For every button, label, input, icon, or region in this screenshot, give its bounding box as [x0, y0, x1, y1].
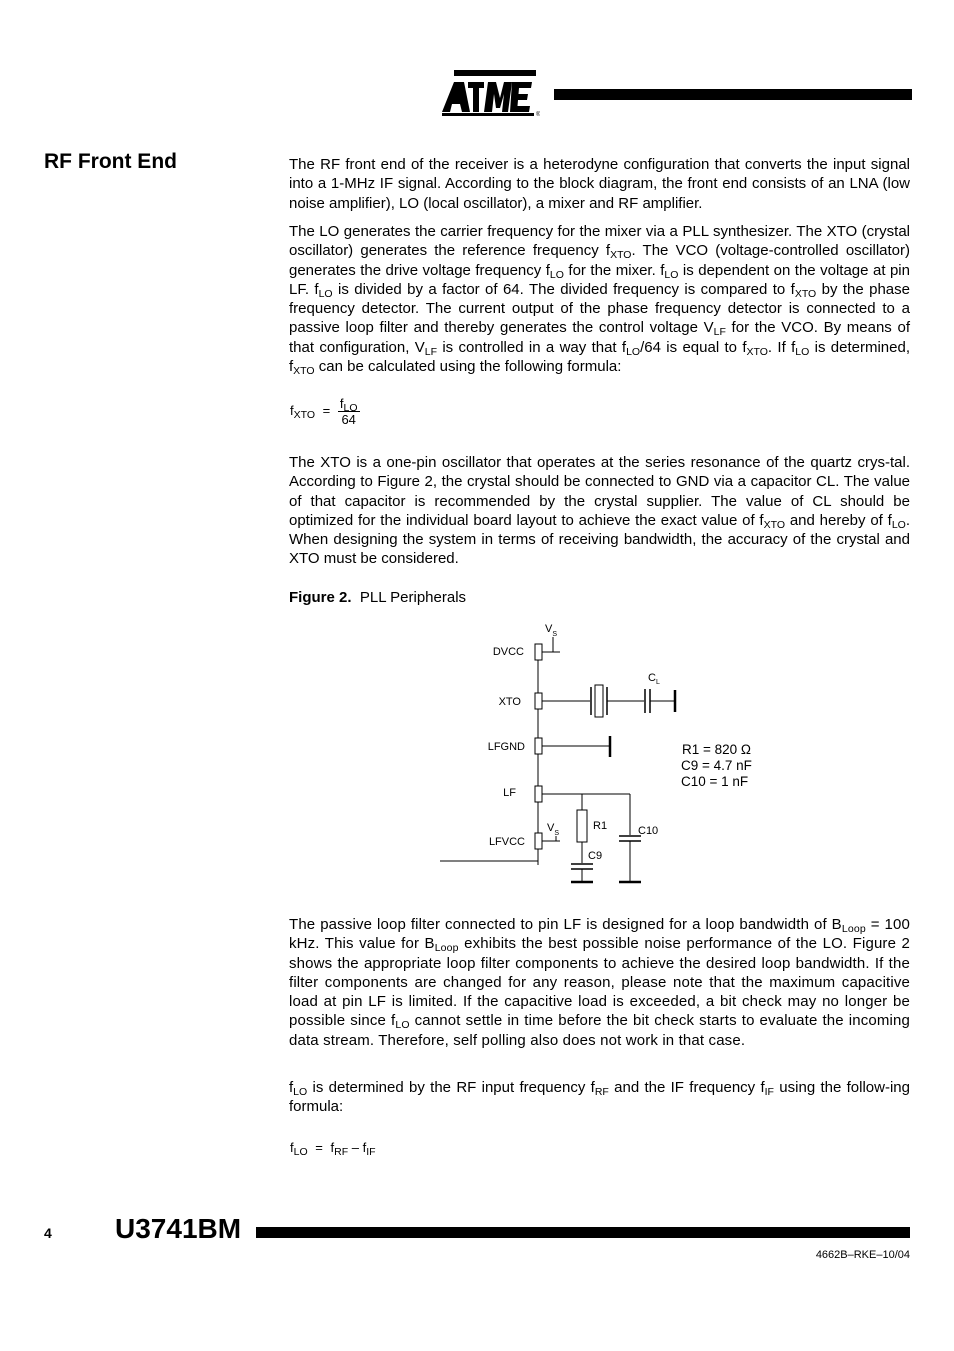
- paragraph-text: $f_{LO}$ is determined by the RF input frequency $f_{RF}$ and the IF frequency $f_{IF}$ using the follow-ing formula:: [289, 1079, 910, 1116]
- paragraph-lo: [289, 222, 910, 376]
- c9-label: C9: [588, 850, 603, 862]
- product-name: U3741BM: [115, 1213, 242, 1244]
- paragraph-xto: [289, 453, 910, 569]
- pin-dvcc: DVCC: [492, 646, 524, 658]
- formula-flo: $f_{LO} = f_{RF} - f_{IF}$: [290, 1140, 376, 1158]
- figure-caption: [289, 589, 466, 606]
- paragraph-text: The passive loop filter connected to pin LF is designed for a loop bandwidth of $B_{Loop} = 100$ kHz. This value for $B_{Loop}$ exhibits the best possible noise performance of the LO. Figure 2 shows the appropriate loop filter components to achieve the desired loop bandwidth. If the filter components are changed for any reason, please note that the maximum capacitive load at pin LF is limited. If the capacitive load is exceeded, a bit check may no longer be possible since $f_{LO}$ cannot settle in time before the bit check starts to evaluate the incoming data stream. Therefore, self polling also does not work in that case.: [289, 916, 910, 1049]
- paragraph-loop-filter: [289, 915, 910, 1050]
- pin-lfvcc: LFVCC: [488, 836, 525, 848]
- fraction: $\frac{f_{LO}}{64}$: [339, 396, 358, 427]
- figure-label: Figure 2.: [289, 589, 352, 606]
- page-number: 4: [44, 1225, 52, 1241]
- document-reference: 4662B–RKE–10/04: [815, 1249, 910, 1261]
- pin-lf: LF: [503, 787, 516, 799]
- header-rule: [554, 89, 912, 100]
- section-title: RF Front End: [44, 150, 177, 173]
- figure-title: PLL Peripherals: [359, 589, 467, 606]
- value-c10: C10 = 1 nF: [681, 774, 749, 789]
- cl-label: $C_L$: [648, 672, 660, 686]
- atmel-logo: [440, 70, 540, 118]
- paragraph-text: The LO generates the carrier frequency for the mixer via a PLL synthesizer. The XTO (crystal oscillator) generates the reference frequency $f_{XTO}$. The VCO (voltage-controlled oscillator) generates the drive voltage frequency $f_{LO}$ for the mixer. $f_{LO}$ is dependent on the voltage at pin LF. $f_{LO}$ is divided by a factor of 64. The divided frequency is compared to $f_{XTO}$ by the phase frequency detector. The current output of the phase frequency detector is connected to a passive loop filter and thereby generates the control voltage $V_{LF}$ for the VCO. By means of that configuration, $V_{LF}$ is controlled in a way that $f_{LO}/64$ is equal to $f_{XTO}$. If $f_{LO}$ is determined, $f_{XTO}$ can be calculated using the following formula:: [289, 223, 911, 378]
- pll-peripherals-circuit: [430, 615, 760, 900]
- footer-rule: [256, 1227, 910, 1238]
- pin-lfgnd: LFGND: [487, 741, 525, 753]
- vs-label: $V_S$: [545, 623, 558, 638]
- r1-label: R1: [593, 820, 608, 832]
- value-r1: R1 = 820 Ω: [682, 742, 752, 757]
- paragraph-text: The RF front end of the receiver is a heterodyne configuration that converts the input signal into a 1-MHz IF signal. According to the block diagram, the front end consists of an LNA (low noise amplifier), LO (local oscillator), a mixer and RF amplifier.: [289, 156, 910, 212]
- value-c9: C9 = 4.7 nF: [681, 758, 752, 773]
- svg-text:®: ®: [536, 112, 540, 118]
- c10-label: C10: [638, 825, 659, 837]
- paragraph-text: The XTO is a one-pin oscillator that operates at the series resonance of the quartz crys-tal. According to Figure 2, the crystal should be connected to GND via a capacitor CL. The value of that capacitor is recommended by the crystal supplier. The value of CL should be optimized for the individual board layout to achieve the exact value of $f_{XTO}$ and hereby of $f_{LO}$. When designing the system in terms of receiving bandwidth, the accuracy of the crystal and XTO must be considered.: [289, 454, 910, 568]
- vs-label-lfvcc: $V_S$: [547, 822, 560, 837]
- formula-fxto: $f_{XTO}$ = $\frac{f_{LO}}{64}$: [290, 396, 358, 427]
- paragraph-flo: [289, 1078, 910, 1117]
- pin-xto: XTO: [498, 696, 521, 708]
- paragraph-intro: [289, 155, 910, 213]
